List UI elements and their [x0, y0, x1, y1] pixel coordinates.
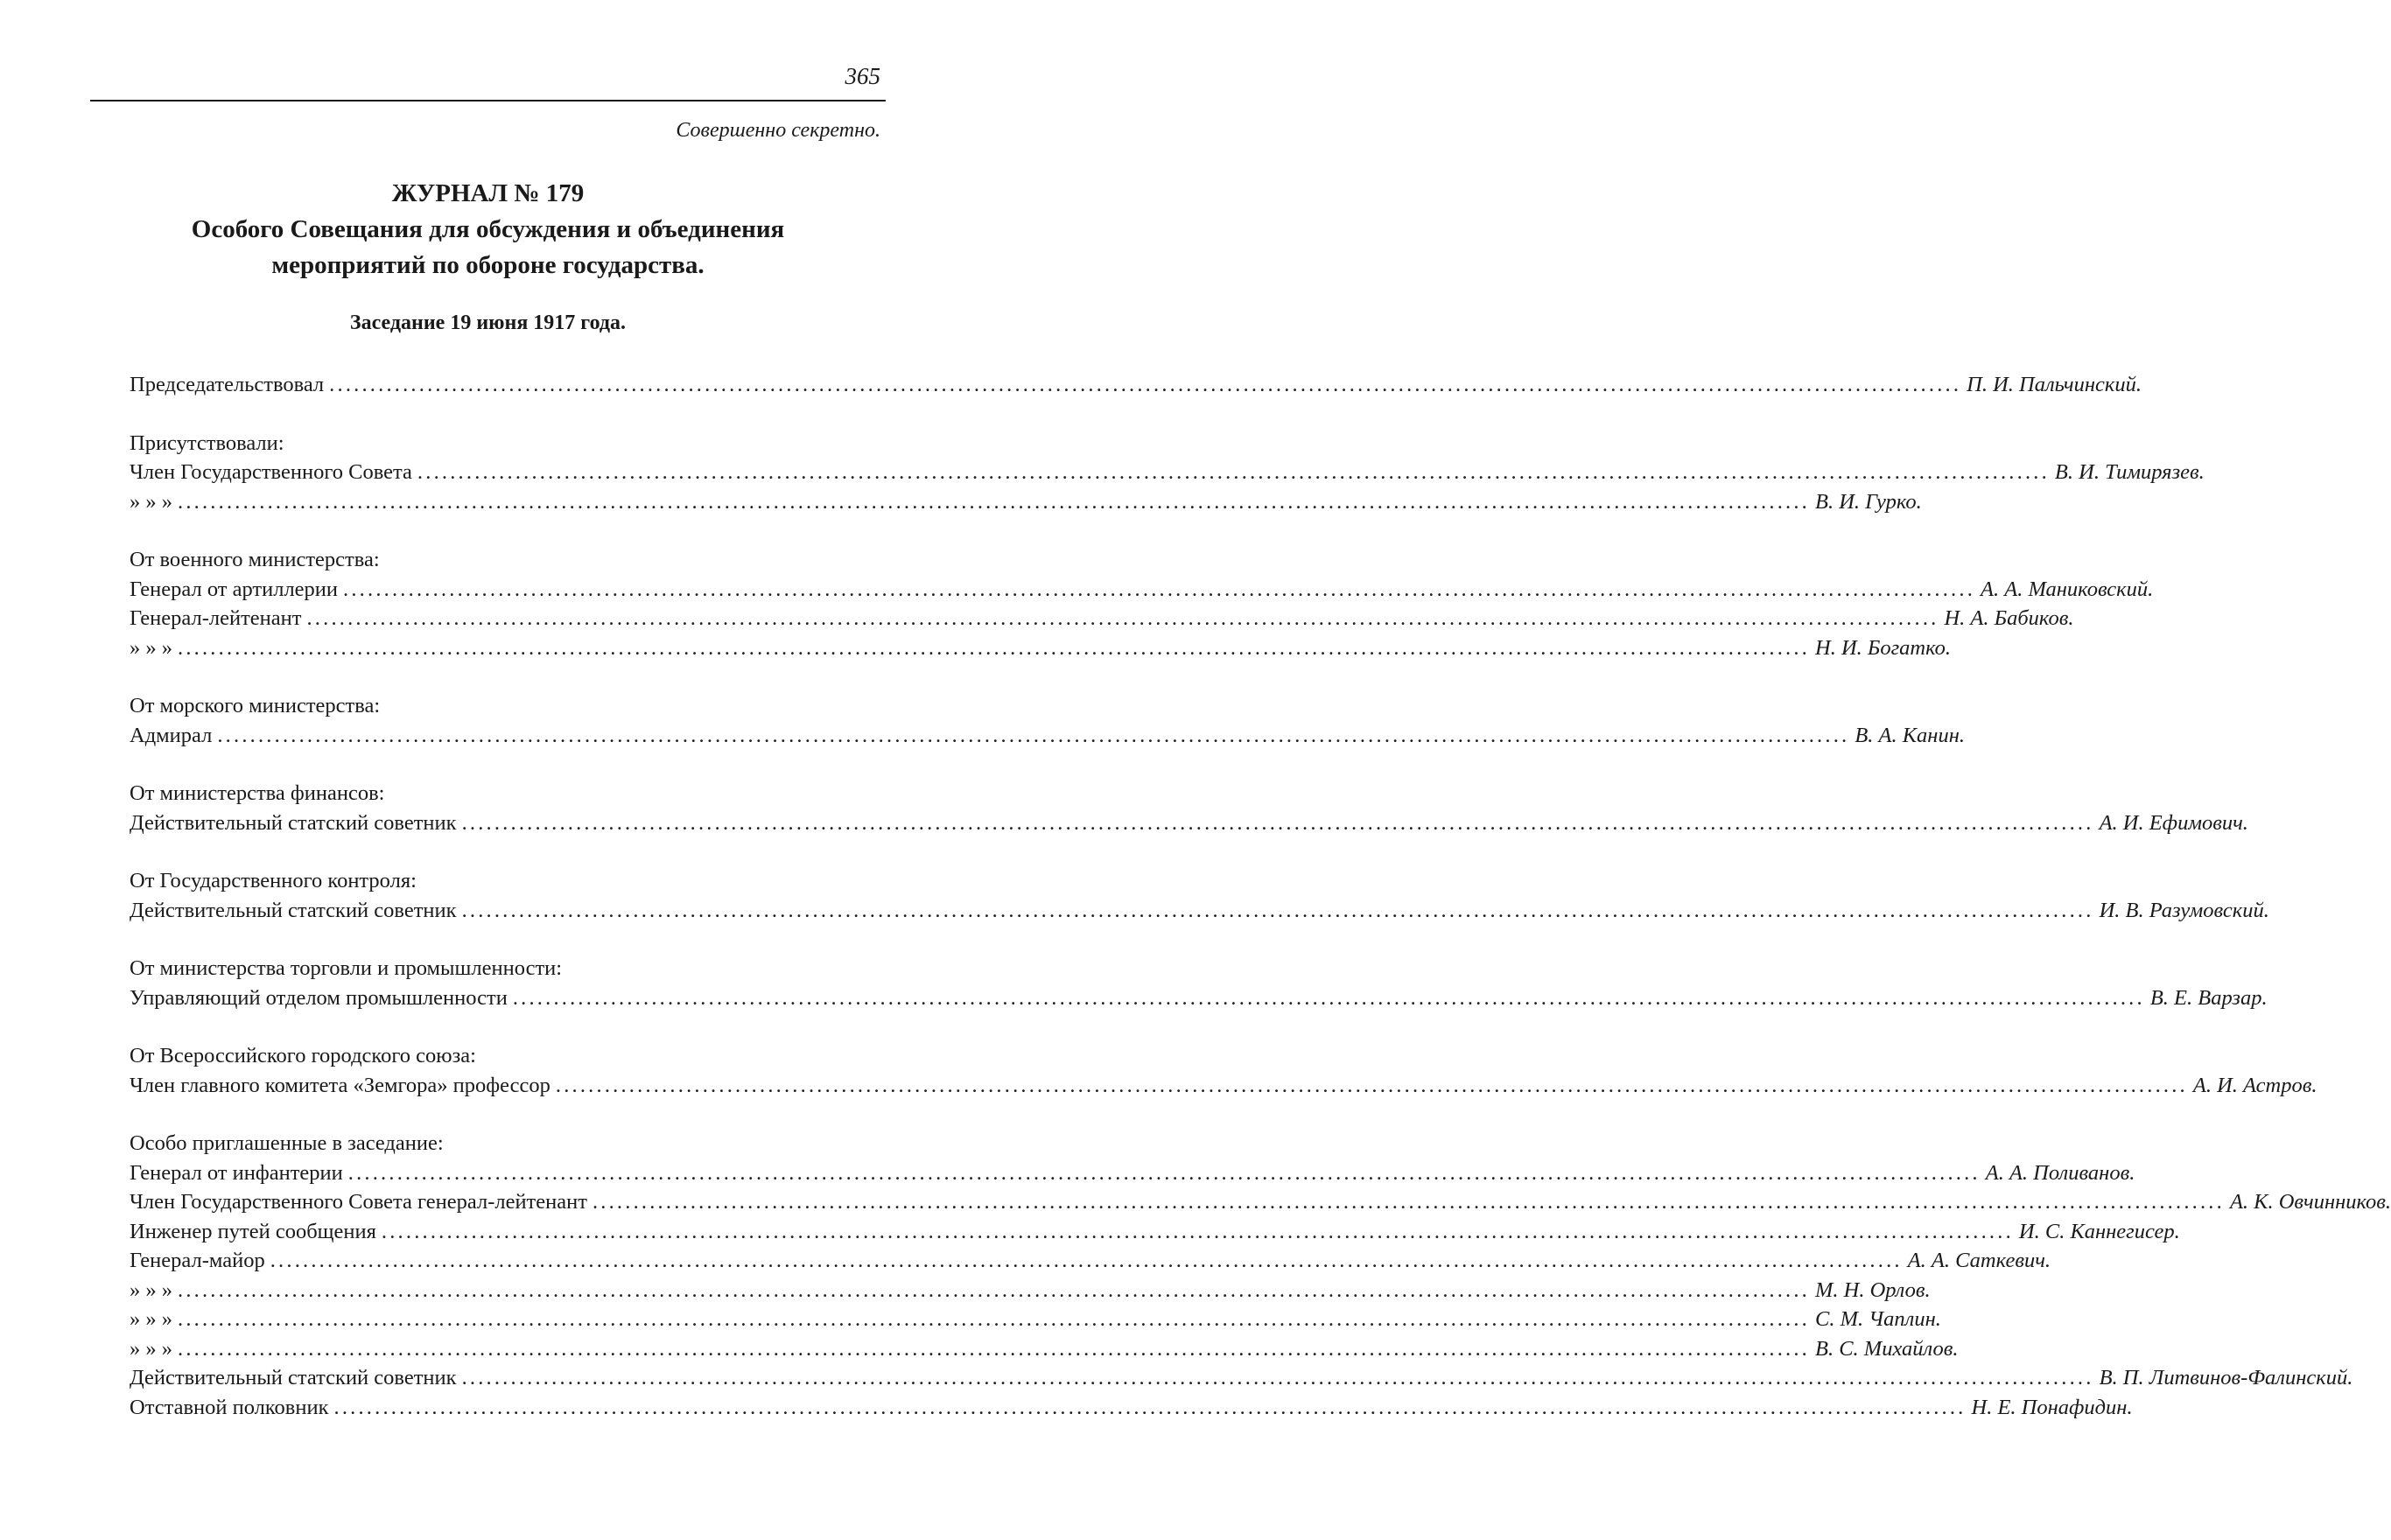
row-name: И. В. Разумовский.	[2099, 898, 2269, 922]
attendee-row	[130, 1305, 1941, 1334]
attendee-row	[130, 1334, 1959, 1364]
group-spacer	[130, 662, 873, 691]
leader-dots: ........................................................................................................................................................................................................	[343, 577, 1976, 601]
attendee-row	[130, 1158, 2135, 1188]
attendee-row	[130, 634, 1951, 663]
leader-dots: ........................................................................................................................................................................................................	[178, 635, 1810, 660]
attendee-row	[130, 604, 2074, 634]
journal-title: ЖУРНАЛ № 179	[391, 179, 585, 207]
attendee-row	[130, 721, 1965, 751]
attendee-list	[130, 370, 2391, 1422]
attendee-row	[130, 1217, 2180, 1247]
group-spacer	[130, 1100, 873, 1129]
row-name: А. А. Саткевич.	[1907, 1249, 2051, 1272]
row-label: Адмирал	[130, 723, 213, 747]
attendee-row	[130, 1393, 2133, 1423]
group-spacer	[130, 925, 873, 954]
row-label: Действительный статский советник	[130, 1366, 457, 1390]
row-label: Генерал-лейтенант	[130, 606, 302, 630]
row-name: В. П. Литвинов-Фалинский.	[2099, 1366, 2353, 1390]
leader-dots: ........................................................................................................................................................................................................	[178, 1336, 1810, 1361]
row-name: А. И. Астров.	[2192, 1073, 2317, 1097]
attendee-row	[130, 1246, 2051, 1276]
journal-subtitle-line-1: Особого Совещания для обсуждения и объединения	[191, 215, 785, 243]
title-block	[90, 175, 886, 284]
leader-dots: ........................................................................................................................................................................................................	[381, 1219, 2014, 1243]
row-name: П. И. Пальчинский.	[1967, 373, 2142, 396]
row-label: Генерал от инфантерии	[130, 1160, 343, 1185]
leader-dots: ........................................................................................................................................................................................................	[512, 985, 2145, 1010]
group-heading: От министерства торговли и промышленности:	[130, 956, 563, 980]
attendee-row	[130, 1363, 2353, 1393]
row-label: Отставной полковник	[130, 1395, 329, 1419]
row-name: В. А. Канин.	[1855, 723, 1965, 747]
row-label: Управляющий отделом промышленности	[130, 985, 508, 1010]
group-spacer	[130, 400, 873, 429]
journal-subtitle-line-2: мероприятий по обороне государства.	[271, 251, 705, 279]
leader-dots: ........................................................................................................................................................................................................	[461, 898, 2094, 922]
group-heading: От морского министерства:	[130, 694, 381, 718]
row-name: Н. И. Богатко.	[1815, 635, 1951, 660]
row-name: В. Е. Варзар.	[2149, 985, 2268, 1010]
row-name: Н. Е. Понафидин.	[1971, 1395, 2133, 1419]
group-spacer	[130, 516, 873, 545]
row-name: С. М. Чаплин.	[1815, 1307, 1941, 1331]
group-spacer	[130, 1012, 873, 1041]
attendee-row	[130, 984, 2268, 1013]
leader-dots: ........................................................................................................................................................................................................	[347, 1160, 1981, 1185]
row-name: А. А. Поливанов.	[1985, 1160, 2135, 1185]
row-label: Действительный статский советник	[130, 898, 457, 922]
row-label: » » »	[130, 489, 172, 514]
leader-dots: ........................................................................................................................................................................................................	[178, 489, 1810, 514]
row-label: Генерал-майор	[130, 1249, 265, 1272]
leader-dots: ........................................................................................................................................................................................................	[178, 1307, 1810, 1331]
attendee-row	[130, 575, 2154, 605]
attendee-row	[130, 458, 2205, 487]
leader-dots: ........................................................................................................................................................................................................	[329, 373, 1962, 396]
group-spacer	[130, 750, 873, 779]
row-label: » » »	[130, 1336, 172, 1361]
attendee-row	[130, 896, 2269, 926]
row-label: Член Государственного Совета	[130, 460, 412, 484]
leader-dots: ........................................................................................................................................................................................................	[178, 1278, 1810, 1302]
row-label: Действительный статский советник	[130, 810, 457, 835]
group-heading: От Всероссийского городского союза:	[130, 1044, 476, 1068]
row-label: » » »	[130, 635, 172, 660]
attendee-row	[130, 1276, 1931, 1306]
row-label: » » »	[130, 1278, 172, 1302]
row-label: Член главного комитета «Земгора» профессор	[130, 1073, 550, 1097]
header-rule	[90, 100, 886, 102]
attendee-row	[130, 1187, 2391, 1217]
row-label: Инженер путей сообщения	[130, 1219, 376, 1243]
classification-mark: Совершенно секретно.	[676, 119, 880, 142]
attendee-row	[130, 1071, 2317, 1101]
group-heading: От военного министерства:	[130, 548, 380, 571]
row-name: М. Н. Орлов.	[1815, 1278, 1931, 1302]
row-label: Председательствовал	[130, 373, 325, 396]
row-name: И. С. Каннегисер.	[2018, 1219, 2180, 1243]
group-spacer	[130, 837, 873, 866]
leader-dots: ........................................................................................................................................................................................................	[217, 723, 1850, 747]
leader-dots: ........................................................................................................................................................................................................	[333, 1395, 1967, 1419]
chair-row	[130, 370, 2142, 400]
attendee-row	[130, 487, 1922, 517]
group-heading: От Государственного контроля:	[130, 869, 417, 892]
row-name: А. А. Маниковский.	[1981, 577, 2154, 601]
group-heading: Особо приглашенные в заседание:	[130, 1131, 444, 1155]
row-name: Н. А. Бабиков.	[1944, 606, 2074, 630]
leader-dots: ........................................................................................................................................................................................................	[461, 1366, 2094, 1390]
group-heading: От министерства финансов:	[130, 781, 385, 805]
session-date: Заседание 19 июня 1917 года.	[349, 312, 627, 334]
leader-dots: ........................................................................................................................................................................................................	[306, 606, 1939, 630]
leader-dots: ........................................................................................................................................................................................................	[270, 1249, 1903, 1272]
row-name: А. И. Ефимович.	[2099, 810, 2248, 835]
leader-dots: ........................................................................................................................................................................................................	[417, 460, 2050, 484]
row-name: В. С. Михайлов.	[1815, 1336, 1959, 1361]
attendee-row	[130, 808, 2248, 838]
group-heading: Присутствовали:	[130, 430, 284, 455]
leader-dots: ........................................................................................................................................................................................................	[592, 1190, 2225, 1214]
page-number: 365	[845, 63, 880, 89]
row-label: Член Государственного Совета генерал-лейтенант	[130, 1190, 587, 1214]
row-name: В. И. Гурко.	[1815, 489, 1922, 514]
row-name: В. И. Тимирязев.	[2054, 460, 2205, 484]
leader-dots: ........................................................................................................................................................................................................	[555, 1073, 2188, 1097]
row-label: » » »	[130, 1307, 172, 1331]
row-name: А. К. Овчинников.	[2229, 1190, 2391, 1214]
row-label: Генерал от артиллерии	[130, 577, 339, 601]
leader-dots: ........................................................................................................................................................................................................	[461, 810, 2094, 835]
